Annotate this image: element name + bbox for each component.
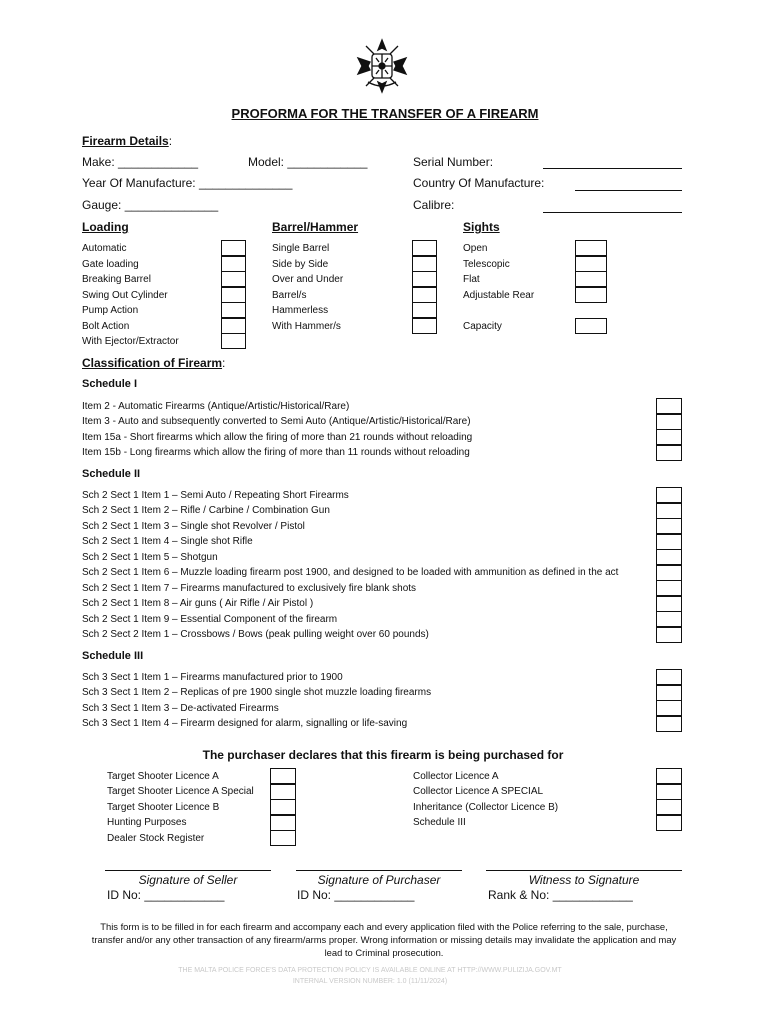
list-item: With Hammer/s — [272, 321, 341, 332]
heading-colon: : — [222, 356, 226, 370]
barrel-checkbox[interactable] — [412, 240, 437, 256]
schedule-2-item: Sch 2 Sect 1 Item 5 – Shotgun — [82, 552, 218, 563]
purchase-checkbox[interactable] — [270, 830, 296, 846]
loading-checkbox[interactable] — [221, 287, 246, 303]
schedule-1-item: Item 15b - Long firearms which allow the firing of more than 11 rounds without reloading — [82, 447, 470, 458]
make-field[interactable]: Make: ____________ — [82, 155, 199, 169]
schedule-3-checkbox[interactable] — [656, 669, 682, 685]
list-item: Barrel/s — [272, 290, 307, 301]
list-item: Automatic — [82, 243, 127, 254]
purchase-checkbox[interactable] — [656, 768, 682, 784]
seller-id-field[interactable]: ID No: ____________ — [107, 888, 225, 902]
schedule-2-checkbox[interactable] — [656, 549, 682, 565]
data-protection-notice: THE MALTA POLICE FORCE'S DATA PROTECTION POLICY IS AVAILABLE ONLINE AT HTTP://WWW.PULIZIJA.GOV.MT — [178, 967, 562, 974]
sights-heading: Sights — [463, 220, 500, 234]
loading-heading: Loading — [82, 220, 129, 234]
purchaser-signature-line[interactable] — [296, 870, 462, 871]
list-item: Pump Action — [82, 305, 139, 316]
footer-note: This form is to be filled in for each firearm and accompany each and every application filed with the Police referring to the sale, purchase, transfer and/or any other transaction of any firearm/arms proper. Wrong information or missing details may invalidate the application and may lead to Criminal prosecution. — [91, 921, 677, 958]
gauge-field[interactable]: Gauge: ______________ — [82, 198, 219, 212]
schedule-2-item: Sch 2 Sect 1 Item 7 – Firearms manufactured to exclusively fire blank shots — [82, 583, 417, 594]
heading-colon: : — [168, 134, 173, 148]
schedule-2-checkbox[interactable] — [656, 596, 682, 612]
barrel-checkbox[interactable] — [412, 287, 437, 303]
list-item: With Ejector/Extractor — [82, 336, 179, 347]
page-title: PROFORMA FOR THE TRANSFER OF A FIREARM — [231, 106, 539, 121]
list-item: Over and Under — [272, 274, 344, 285]
list-item: Breaking Barrel — [82, 274, 151, 285]
schedule-2-item: Sch 2 Sect 1 Item 3 – Single shot Revolver / Pistol — [82, 521, 305, 532]
schedule-3-item: Sch 3 Sect 1 Item 1 – Firearms manufactured prior to 1900 — [82, 672, 343, 683]
list-item: Flat — [463, 274, 480, 285]
firearm-details-heading: Firearm Details — [82, 134, 169, 148]
schedule-2-checkbox[interactable] — [656, 503, 682, 519]
schedule-1-item: Item 3 - Auto and subsequently converted to Semi Auto (Antique/Artistic/Historical/Rare) — [82, 416, 471, 427]
capacity-input[interactable] — [575, 318, 607, 334]
purchase-checkbox[interactable] — [656, 799, 682, 815]
schedule-1-checkbox[interactable] — [656, 398, 682, 414]
schedule-2-checkbox[interactable] — [656, 518, 682, 534]
list-item: Adjustable Rear — [463, 290, 535, 301]
purchaser-signature-label: Signature of Purchaser — [317, 873, 441, 887]
schedule-1-heading: Schedule I — [82, 378, 138, 390]
purchaser-id-field[interactable]: ID No: ____________ — [297, 888, 415, 902]
schedule-3-checkbox[interactable] — [656, 716, 682, 732]
schedule-2-checkbox[interactable] — [656, 580, 682, 596]
schedule-2-item: Sch 2 Sect 1 Item 4 – Single shot Rifle — [82, 536, 253, 547]
purchase-checkbox[interactable] — [656, 815, 682, 831]
model-field[interactable]: Model: ____________ — [248, 155, 368, 169]
loading-checkbox[interactable] — [221, 256, 246, 272]
capacity-label: Capacity — [463, 321, 502, 332]
schedule-2-item: Sch 2 Sect 1 Item 9 – Essential Component of the firearm — [82, 614, 338, 625]
serial-number-line[interactable] — [543, 168, 682, 169]
classification-heading: Classification of Firearm — [82, 356, 223, 370]
schedule-2-item: Sch 2 Sect 1 Item 2 – Rifle / Carbine / Combination Gun — [82, 505, 330, 516]
barrel-checkbox[interactable] — [412, 302, 437, 318]
schedule-1-checkbox[interactable] — [656, 429, 682, 445]
sights-checkbox[interactable] — [575, 256, 607, 272]
purchase-option: Target Shooter Licence A — [107, 771, 219, 782]
firearm-details-heading-wrap — [82, 134, 172, 148]
loading-checkbox[interactable] — [221, 318, 246, 334]
purchase-option: Target Shooter Licence B — [107, 802, 220, 813]
schedule-3-checkbox[interactable] — [656, 700, 682, 716]
schedule-1-item: Item 2 - Automatic Firearms (Antique/Artistic/Historical/Rare) — [82, 401, 350, 412]
list-item: Swing Out Cylinder — [82, 290, 168, 301]
schedule-2-checkbox[interactable] — [656, 565, 682, 581]
schedule-3-checkbox[interactable] — [656, 685, 682, 701]
barrel-checkbox[interactable] — [412, 256, 437, 272]
schedule-2-checkbox[interactable] — [656, 487, 682, 503]
internal-version: INTERNAL VERSION NUMBER: 1.0 (11/11/2024) — [292, 978, 448, 985]
barrel-heading: Barrel/Hammer — [272, 220, 359, 234]
purchase-option: Dealer Stock Register — [107, 833, 205, 844]
schedule-1-item: Item 15a - Short firearms which allow the firing of more than 21 rounds without reloading — [82, 432, 473, 443]
purchase-option: Schedule III — [413, 817, 466, 828]
barrel-checkbox[interactable] — [412, 318, 437, 334]
schedule-2-checkbox[interactable] — [656, 611, 682, 627]
seller-signature-line[interactable] — [105, 870, 271, 871]
purchase-option: Collector Licence A SPECIAL — [413, 786, 544, 797]
serial-number-label: Serial Number: — [413, 155, 494, 169]
list-item: Gate loading — [82, 259, 139, 270]
schedule-2-item: Sch 2 Sect 2 Item 1 – Crossbows / Bows (peak pulling weight over 60 pounds) — [82, 629, 429, 640]
witness-signature-line[interactable] — [486, 870, 682, 871]
list-item: Open — [463, 243, 488, 254]
malta-police-crest-icon — [352, 36, 412, 96]
loading-checkbox[interactable] — [221, 271, 246, 287]
schedule-2-item: Sch 2 Sect 1 Item 8 – Air guns ( Air Rifle / Air Pistol ) — [82, 598, 314, 609]
purchase-checkbox[interactable] — [270, 768, 296, 784]
purchase-checkbox[interactable] — [270, 799, 296, 815]
schedule-2-checkbox[interactable] — [656, 627, 682, 643]
witness-signature-label: Witness to Signature — [528, 873, 640, 887]
schedule-2-heading: Schedule II — [82, 468, 141, 480]
purchase-option: Collector Licence A — [413, 771, 499, 782]
purchase-option: Target Shooter Licence A Special — [107, 786, 254, 797]
purchase-option: Inheritance (Collector Licence B) — [413, 802, 559, 813]
schedule-2-checkbox[interactable] — [656, 534, 682, 550]
loading-checkbox[interactable] — [221, 333, 246, 349]
purchase-checkbox[interactable] — [270, 815, 296, 831]
purchase-checkbox[interactable] — [270, 784, 296, 800]
barrel-checkbox[interactable] — [412, 271, 437, 287]
purchase-option: Hunting Purposes — [107, 817, 187, 828]
loading-checkbox[interactable] — [221, 302, 246, 318]
schedule-1-checkbox[interactable] — [656, 445, 682, 461]
sights-checkbox[interactable] — [575, 240, 607, 256]
seller-signature-label: Signature of Seller — [138, 873, 238, 887]
list-item: Single Barrel — [272, 243, 330, 254]
schedule-1-checkbox[interactable] — [656, 414, 682, 430]
purchase-heading: The purchaser declares that this firearm is being purchased for — [202, 748, 564, 762]
calibre-line[interactable] — [543, 212, 682, 213]
schedule-3-heading: Schedule III — [82, 650, 144, 662]
sights-checkbox[interactable] — [575, 271, 607, 287]
list-item: Side by Side — [272, 259, 329, 270]
calibre-label: Calibre: — [413, 198, 455, 212]
purchase-checkbox[interactable] — [656, 784, 682, 800]
sights-checkbox[interactable] — [575, 287, 607, 303]
list-item: Bolt Action — [82, 321, 130, 332]
schedule-3-item: Sch 3 Sect 1 Item 4 – Firearm designed for alarm, signalling or life-saving — [82, 718, 408, 729]
schedule-3-item: Sch 3 Sect 1 Item 3 – De-activated Firearms — [82, 703, 279, 714]
schedule-2-item: Sch 2 Sect 1 Item 1 – Semi Auto / Repeating Short Firearms — [82, 490, 349, 501]
loading-checkbox[interactable] — [221, 240, 246, 256]
list-item: Telescopic — [463, 259, 510, 270]
schedule-3-item: Sch 3 Sect 1 Item 2 – Replicas of pre 1900 single shot muzzle loading firearms — [82, 687, 432, 698]
country-label: Country Of Manufacture: — [413, 176, 545, 190]
schedule-2-item: Sch 2 Sect 1 Item 6 – Muzzle loading firearm post 1900, and designed to be loaded with ammunition as defined in the act — [82, 567, 619, 578]
year-field[interactable]: Year Of Manufacture: ______________ — [82, 176, 293, 190]
classification-heading-wrap — [82, 356, 225, 370]
list-item: Hammerless — [272, 305, 329, 316]
witness-rank-field[interactable]: Rank & No: ____________ — [488, 888, 633, 902]
country-line[interactable] — [575, 190, 682, 191]
